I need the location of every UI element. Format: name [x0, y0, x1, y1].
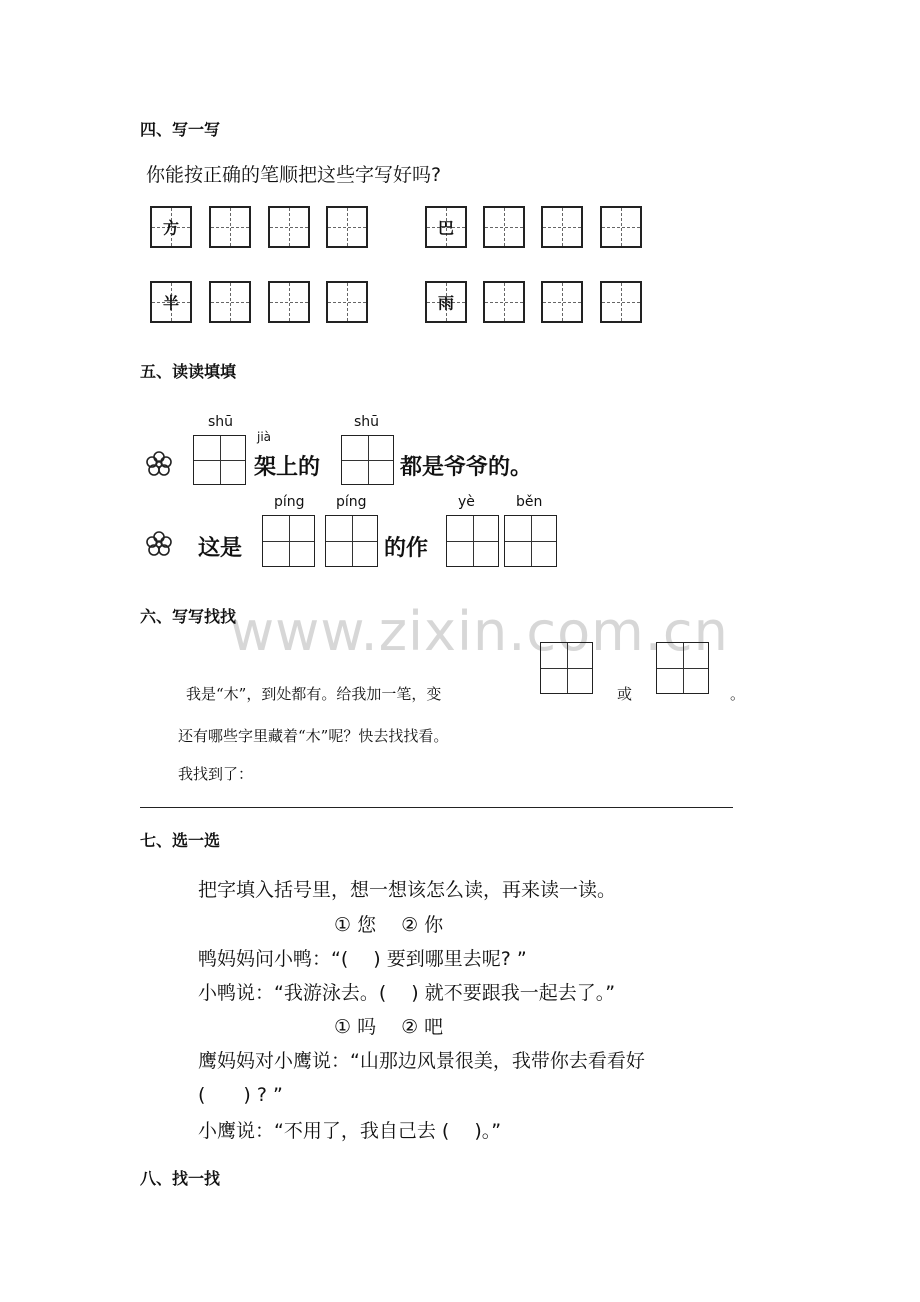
question-4: 小鹰说：“不用了，我自己去 ( )。”	[198, 1120, 502, 1142]
answer-box[interactable]	[193, 435, 246, 485]
tian-box-example	[425, 281, 467, 323]
tian-box[interactable]	[326, 281, 368, 323]
pinyin: shū	[354, 414, 380, 430]
section-6-line-3: 我找到了：	[178, 765, 254, 783]
section-6-line-1: 我是“木”，到处都有。给我加一笔，变	[186, 685, 442, 703]
watermark: www.zixin.com.cn	[230, 600, 729, 663]
answer-box[interactable]	[504, 515, 557, 567]
or-text: 或	[617, 685, 633, 703]
example-char: 半	[162, 293, 179, 313]
question-3: 鹰妈妈对小鹰说：“山那边风景很美，我带你去看看好	[198, 1050, 645, 1072]
tian-box-example	[150, 281, 192, 323]
pinyin: běn	[516, 494, 543, 510]
question-2: 小鸭说：“我游泳去。( ) 就不要跟我一起去了。”	[198, 982, 616, 1004]
tian-box-example	[150, 206, 192, 248]
section-7-instruction: 把字填入括号里，想一想该怎么读，再来读一读。	[198, 879, 617, 901]
tian-box[interactable]	[268, 206, 310, 248]
options-2: ① 吗 ② 吧	[334, 1016, 444, 1038]
answer-box[interactable]	[446, 515, 499, 567]
period-text: 。	[730, 685, 746, 703]
pinyin: jià	[257, 430, 272, 444]
section-4-heading: 四、写一写	[140, 120, 221, 139]
answer-box[interactable]	[262, 515, 315, 567]
section-6-line-2: 还有哪些字里藏着“木”呢？快去找找看。	[178, 727, 449, 745]
sentence-text: 都是爷爷的。	[400, 455, 533, 480]
answer-box[interactable]	[325, 515, 378, 567]
tian-box[interactable]	[326, 206, 368, 248]
sentence-text: 这是	[198, 536, 243, 561]
section-4-instruction: 你能按正确的笔顺把这些字写好吗?	[146, 164, 442, 186]
tian-box[interactable]	[600, 281, 642, 323]
tian-box[interactable]	[268, 281, 310, 323]
tian-box[interactable]	[600, 206, 642, 248]
answer-box[interactable]	[341, 435, 394, 485]
options-1: ① 您 ② 你	[334, 914, 444, 936]
tian-box[interactable]	[209, 206, 251, 248]
answer-box[interactable]	[656, 642, 709, 694]
example-char: 巴	[437, 218, 454, 238]
example-char: 方	[162, 218, 179, 238]
tian-box[interactable]	[483, 206, 525, 248]
pinyin: píng	[274, 494, 305, 510]
section-5-heading: 五、读读填填	[140, 362, 237, 381]
tian-box[interactable]	[541, 281, 583, 323]
section-6-heading: 六、写写找找	[140, 607, 237, 626]
section-8-heading: 八、找一找	[140, 1169, 221, 1188]
tian-box[interactable]	[209, 281, 251, 323]
flower-icon	[146, 451, 172, 477]
section-7-heading: 七、选一选	[140, 831, 221, 850]
example-char: 雨	[437, 293, 454, 313]
tian-box-example	[425, 206, 467, 248]
pinyin: shū	[208, 414, 234, 430]
flower-icon	[146, 531, 172, 557]
answer-box[interactable]	[540, 642, 593, 694]
sentence-text: 的作	[384, 536, 429, 561]
tian-box[interactable]	[483, 281, 525, 323]
pinyin: yè	[458, 494, 475, 510]
answer-line[interactable]	[140, 807, 733, 808]
tian-box[interactable]	[541, 206, 583, 248]
question-3-cont: ( ) ? ”	[198, 1084, 283, 1106]
pinyin: píng	[336, 494, 367, 510]
sentence-text: 架上的	[254, 455, 321, 480]
question-1: 鸭妈妈问小鸭：“( ) 要到哪里去呢? ”	[198, 948, 527, 970]
